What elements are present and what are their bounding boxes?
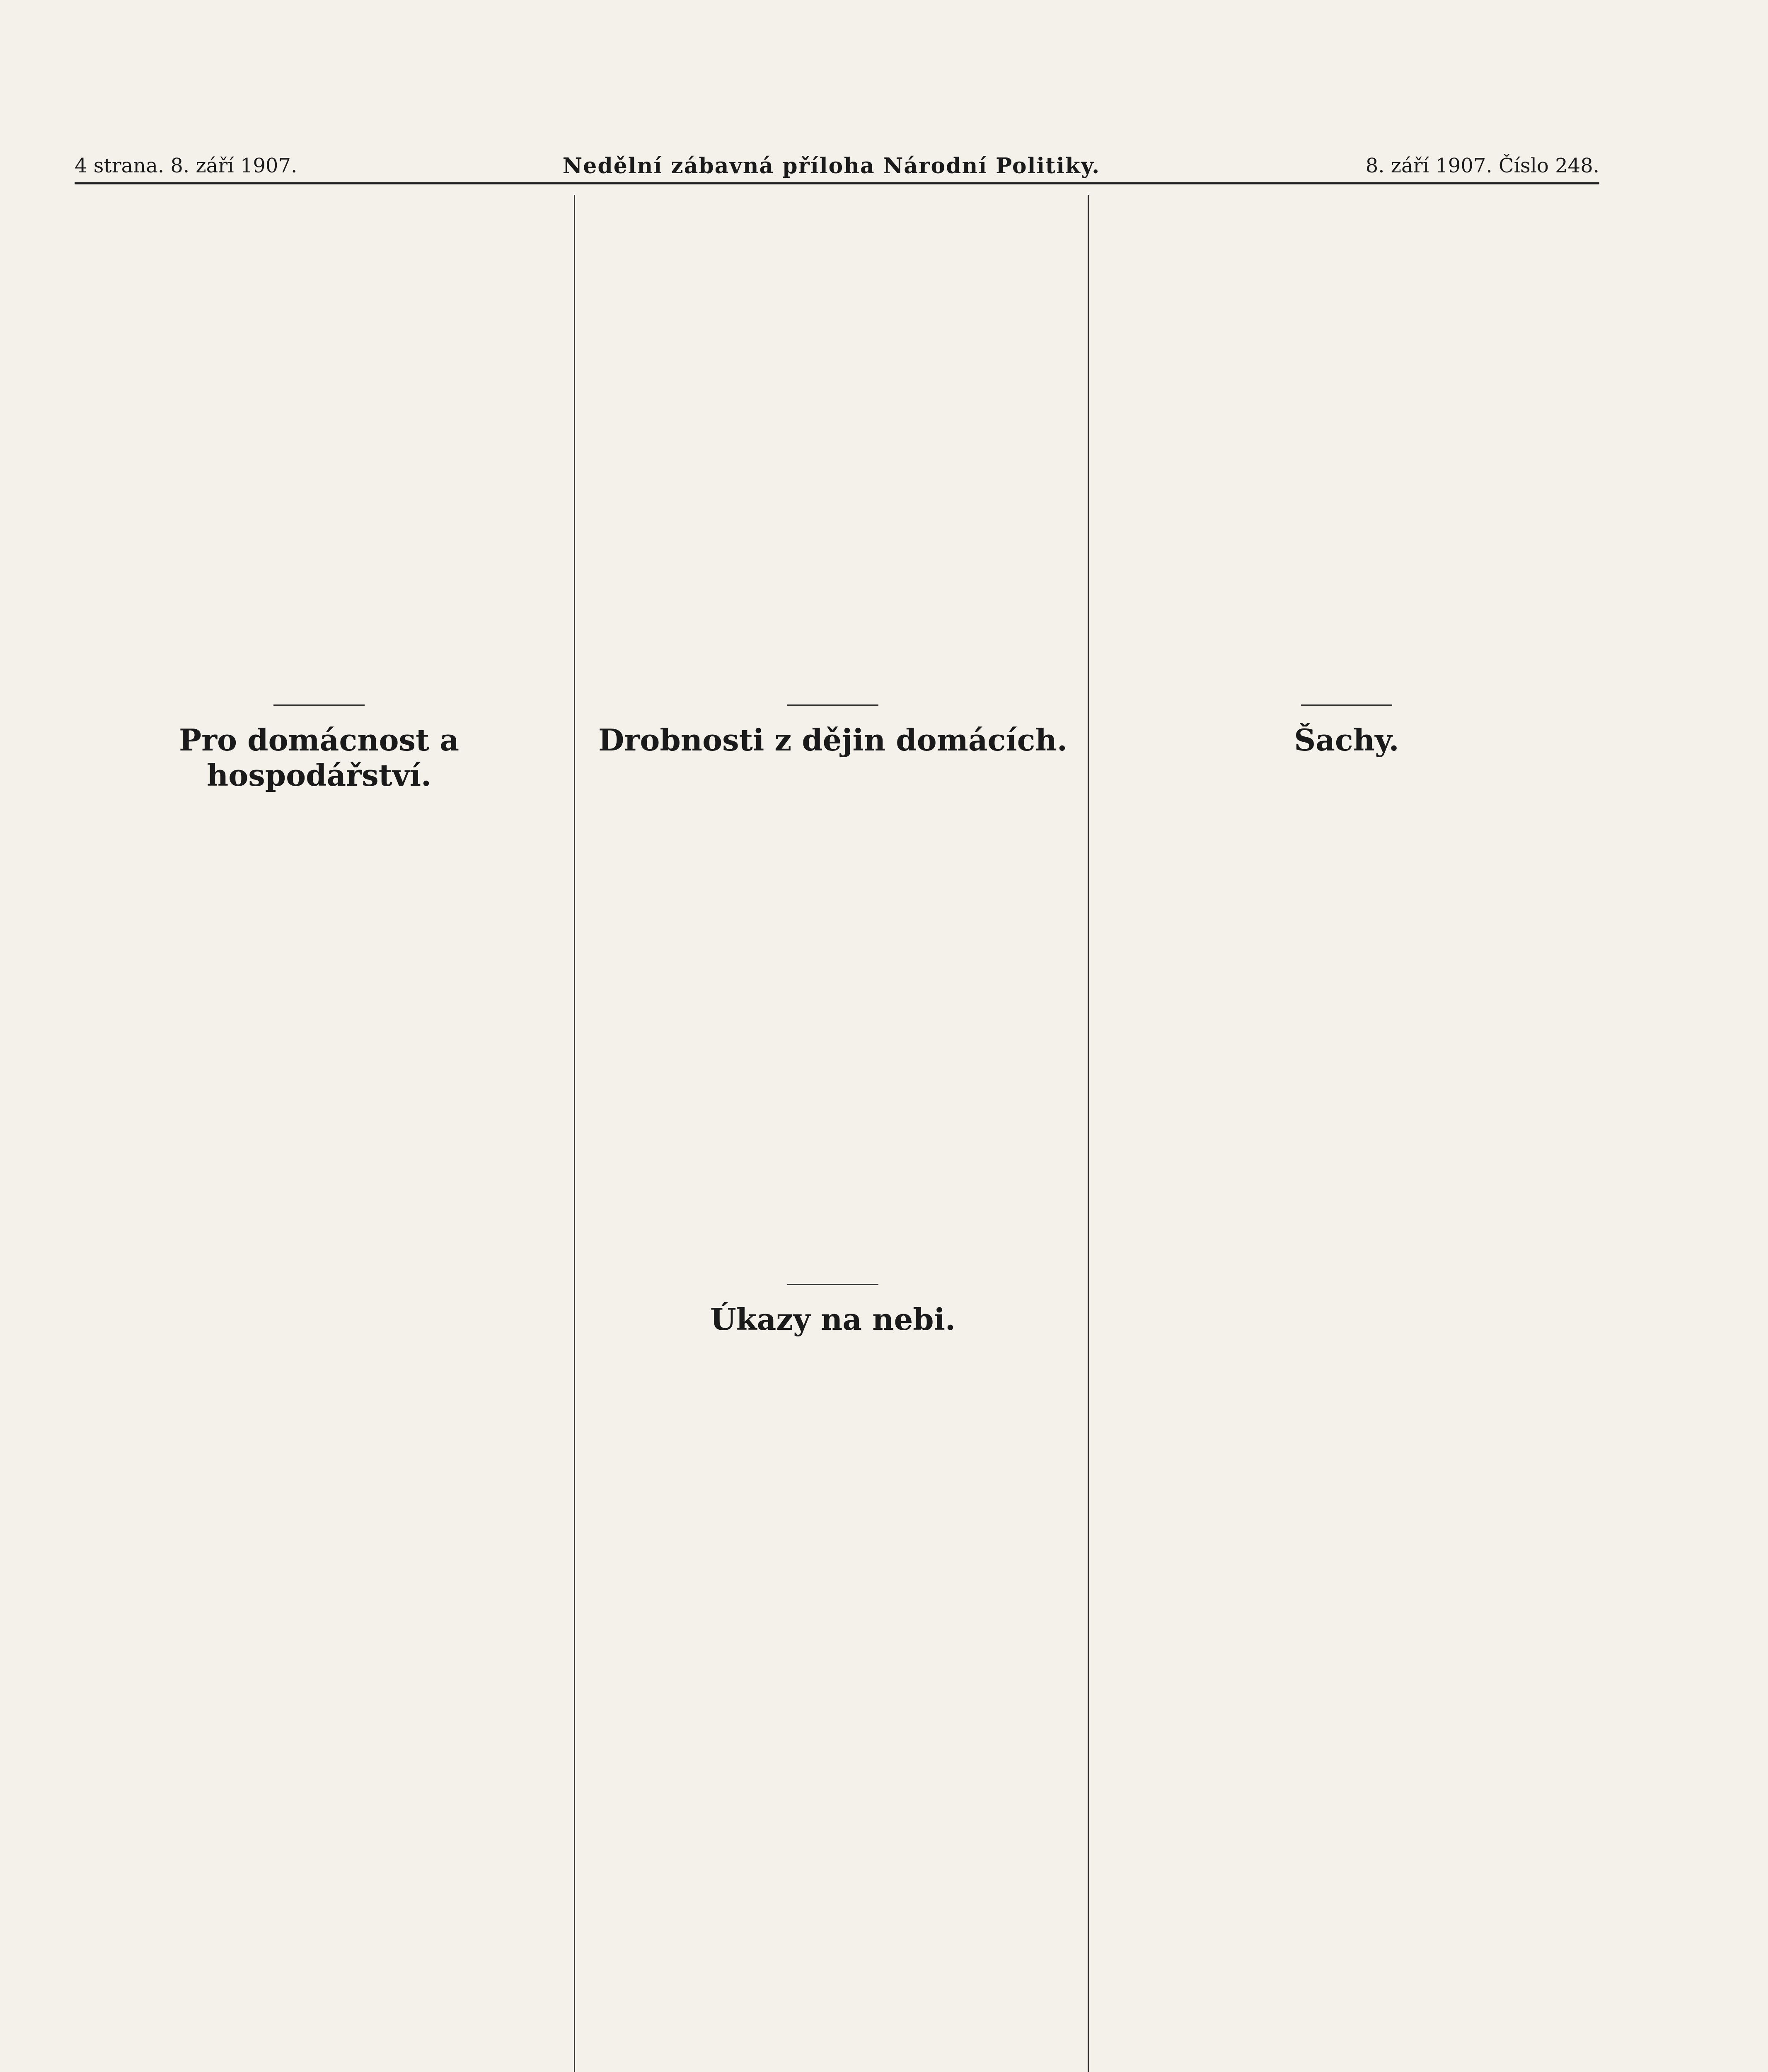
section-divider bbox=[1301, 704, 1392, 706]
column-body bbox=[75, 809, 564, 1307]
section-divider bbox=[273, 704, 365, 706]
page-header-left: 4 strana. 8. září 1907. bbox=[75, 154, 297, 177]
column-rule bbox=[574, 195, 575, 2072]
section-heading-history: Drobnosti z dějin domácích. bbox=[598, 722, 1067, 758]
column-rule bbox=[1088, 195, 1089, 2072]
column-body bbox=[588, 774, 1077, 1271]
column-body bbox=[588, 195, 1077, 692]
column-2-middle-block bbox=[588, 774, 1077, 1271]
column-3-upper-block bbox=[1102, 195, 1591, 692]
page-header bbox=[75, 149, 1599, 184]
column-1 bbox=[75, 195, 564, 2072]
column-3-lower-block bbox=[1102, 774, 1591, 1271]
column-body bbox=[588, 1353, 1077, 1851]
column-body bbox=[1102, 774, 1591, 1271]
column-body bbox=[1102, 195, 1591, 692]
column-3 bbox=[1102, 195, 1591, 2072]
column-2-lower-block bbox=[588, 1353, 1077, 1851]
section-heading-household: Pro domácnost a hospodářství. bbox=[179, 722, 460, 793]
page-header-title: Nedělní zábavná příloha Národní Politiky. bbox=[562, 153, 1100, 179]
section-divider bbox=[787, 704, 878, 706]
column-body bbox=[75, 195, 564, 692]
column-2-upper-block bbox=[588, 195, 1077, 692]
section-heading-sky: Úkazy na nebi. bbox=[710, 1302, 956, 1337]
page-header-right: 8. září 1907. Číslo 248. bbox=[1365, 154, 1599, 177]
column-1-lower-block bbox=[75, 809, 564, 1307]
section-heading-chess: Šachy. bbox=[1294, 722, 1399, 758]
section-divider bbox=[787, 1284, 878, 1285]
column-2 bbox=[588, 195, 1077, 2072]
column-1-upper-block bbox=[75, 195, 564, 692]
